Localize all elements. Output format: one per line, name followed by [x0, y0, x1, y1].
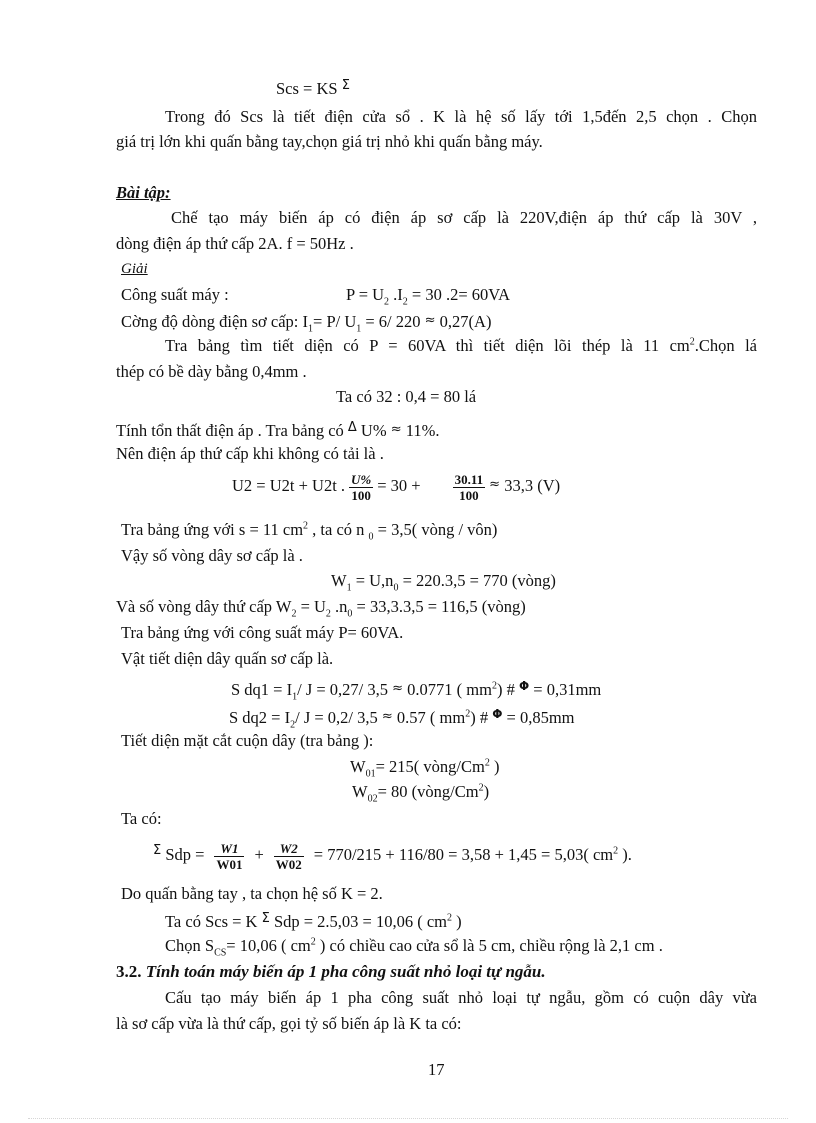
subscript: CS [214, 947, 227, 959]
paragraph-line: Chế tạo máy biến áp có điện áp sơ cấp là 220V,điện áp thứ cấp là 30V , [171, 208, 757, 227]
superscript: 2 [447, 912, 453, 924]
subscript: 2 [384, 296, 390, 308]
paragraph-line: Nên điện áp thứ cấp khi không có tải là . [116, 444, 384, 463]
denominator: 100 [351, 487, 371, 503]
formula-text: Scs = KS [276, 79, 342, 98]
numerator: 30.11 [454, 471, 484, 487]
text: ). [618, 845, 632, 864]
calc-line [231, 676, 602, 703]
numerator: U% [351, 471, 372, 487]
numerator: W1 [214, 841, 244, 857]
power-label: Công suất máy : [121, 285, 229, 304]
text: U2 = U2t + U2t . [232, 476, 346, 495]
calc-line: Ta có 32 : 0,4 = 80 lá [336, 387, 477, 406]
paragraph-line: thép có bề dày bằng 0,4mm . [116, 362, 307, 381]
approx-symbol: ≈ [392, 681, 404, 696]
subscript: 1 [346, 582, 352, 594]
superscript: 2 [478, 782, 484, 794]
sigma-symbol: Σ [153, 843, 162, 858]
text: S dq2 = I [229, 708, 291, 727]
text: = U [296, 597, 326, 616]
paragraph-line: Vật tiết diện dây quấn sơ cấp là. [121, 649, 334, 668]
page-border-divider [28, 1118, 788, 1119]
paragraph-line: Cấu tạo máy biến áp 1 pha công suất nhỏ loại tự ngẫu, gồm có cuộn dây vừa [165, 988, 757, 1007]
calc-line [165, 936, 663, 959]
paragraph-line: Trong đó Scs là tiết điện cửa sổ . K là hệ số lấy tới 1,5đến 2,5 chọn . Chọn [165, 107, 757, 126]
text: = 10,06 ( cm [226, 936, 311, 955]
calc-line [331, 571, 556, 594]
text: + [254, 845, 264, 864]
text: W [350, 757, 366, 776]
text: .I [389, 285, 403, 304]
text: 0.57 ( mm [392, 708, 466, 727]
paragraph-line: dòng điện áp thứ cấp 2A. f = 50Hz . [116, 234, 354, 253]
sigma-symbol: Σ [341, 78, 350, 93]
text: = 6/ 220 [361, 312, 425, 331]
text: / J = 0,2/ 3,5 [295, 708, 382, 727]
page-number: 17 [428, 1060, 445, 1079]
text: Tra bảng ứng với s = 11 cm [121, 520, 304, 539]
section-number: 3.2. [116, 962, 142, 981]
text: = 3,5( vòng / vôn) [373, 520, 498, 539]
subscript: 02 [367, 793, 378, 805]
text: Sdp = [161, 845, 205, 864]
superscript: 2 [689, 336, 695, 348]
subscript: 01 [365, 768, 376, 780]
voltage-equation [232, 468, 560, 503]
text: ) # [496, 680, 519, 699]
sigma-symbol: Σ [261, 911, 270, 926]
text: U% [356, 421, 391, 440]
text: Sdp = 2.5,03 = 10,06 ( cm [269, 912, 448, 931]
text: = P/ U [313, 312, 357, 331]
superscript: 2 [310, 936, 316, 948]
text: ) [483, 782, 490, 801]
text: = U,n [351, 571, 394, 590]
section-heading-3-2 [116, 962, 546, 982]
text: = 30 .2= 60VA [407, 285, 510, 304]
solution-label: Giải [121, 261, 148, 277]
text: = 770/215 + 116/80 = 3,58 + 1,45 = 5,03( cm [313, 845, 614, 864]
text: , ta có n [308, 520, 369, 539]
text: Và số vòng dây thứ cấp W [116, 597, 292, 616]
paragraph-line [116, 418, 440, 441]
fraction [349, 472, 373, 503]
phi-symbol: Φ [518, 679, 530, 693]
subscript: 1 [308, 323, 314, 335]
approx-symbol: ≈ [424, 313, 436, 328]
section-heading-exercise: Bài tập: [116, 183, 171, 202]
fraction [453, 472, 486, 503]
fraction [214, 841, 244, 872]
superscript: 2 [484, 757, 490, 769]
subscript: 0 [368, 531, 374, 543]
text: .n [330, 597, 348, 616]
denominator: W01 [216, 856, 243, 872]
superscript: 2 [465, 708, 471, 720]
text: S dq1 = I [231, 680, 293, 699]
subscript: 1 [356, 323, 362, 335]
delta-symbol: Δ [347, 420, 357, 435]
text: / J = 0,27/ 3,5 [297, 680, 393, 699]
calc-line [165, 909, 462, 932]
text: = 33,3.3,5 = 116,5 (vòng) [352, 597, 526, 616]
paragraph-line [121, 520, 498, 543]
text: Cờng độ dòng điện sơ cấp: I [121, 312, 309, 331]
paragraph-line: Vậy số vòng dây sơ cấp là . [121, 546, 303, 565]
paragraph-line: Tra bảng ứng với công suất máy P= 60VA. [121, 623, 404, 642]
subscript: 1 [292, 691, 298, 703]
text: Tính tổn thất điện áp . Tra bảng có [116, 421, 348, 440]
text: ) [489, 757, 500, 776]
text: = 215( vòng/Cm [375, 757, 485, 776]
approx-symbol: ≈ [489, 477, 501, 492]
text: W [352, 782, 368, 801]
text: Tra bảng tìm tiết diện có P = 60VA thì tiết diện lõi thép là 11 cm [165, 336, 690, 355]
text: ) có chiều cao cửa sổ là 5 cm, chiều rộng là 2,1 cm . [315, 936, 663, 955]
numerator: W2 [274, 841, 304, 857]
paragraph-line: Ta có: [121, 809, 162, 828]
power-formula [346, 285, 510, 308]
text: 33,3 (V) [500, 476, 561, 495]
approx-symbol: ≈ [381, 709, 393, 724]
phi-symbol: Φ [492, 707, 503, 721]
subscript: 0 [393, 582, 399, 594]
sdp-equation [153, 832, 632, 874]
text: = 0,31mm [529, 680, 602, 699]
subscript: 2 [291, 608, 297, 620]
text: = 220.3,5 = 770 (vòng) [398, 571, 556, 590]
formula-scs [276, 76, 350, 99]
denominator: 100 [459, 487, 479, 503]
calc-line [229, 704, 575, 731]
text: ) [452, 912, 462, 931]
subscript: 0 [347, 608, 353, 620]
text: 11%. [401, 421, 440, 440]
text: = 0,85mm [502, 708, 575, 727]
calc-line [352, 782, 490, 805]
text: 0,27(A) [435, 312, 492, 331]
paragraph-line: là sơ cấp vừa là thứ cấp, gọi tỷ số biến áp là K ta có: [116, 1014, 462, 1033]
text: Chọn S [165, 936, 215, 955]
text: = 30 + [377, 476, 421, 495]
paragraph-line: giá trị lớn khi quấn bằng tay,chọn giá trị nhỏ khi quấn bằng máy. [116, 132, 543, 151]
denominator: W02 [275, 856, 302, 872]
text: P = U [346, 285, 385, 304]
calc-line [116, 597, 526, 620]
paragraph-line [165, 336, 757, 356]
text: Ta có Scs = K [165, 912, 262, 931]
text: = 80 (vòng/Cm [377, 782, 479, 801]
text: ) # [470, 708, 493, 727]
text: 0.0771 ( mm [403, 680, 492, 699]
current-formula [121, 311, 492, 335]
approx-symbol: ≈ [390, 422, 402, 437]
paragraph-line: Tiết diện mặt cắt cuộn dây (tra bảng ): [121, 731, 374, 750]
subscript: 2 [402, 296, 408, 308]
calc-line [350, 757, 500, 780]
fraction [274, 841, 304, 872]
subscript: 2 [325, 608, 331, 620]
text: W [331, 571, 347, 590]
superscript: 2 [491, 680, 497, 692]
superscript: 2 [303, 520, 309, 532]
section-title: Tính toán máy biến áp 1 pha công suất nhỏ loại tự ngẫu. [141, 962, 546, 981]
paragraph-line: Do quấn bằng tay , ta chọn hệ số K = 2. [121, 884, 383, 903]
superscript: 2 [613, 845, 619, 857]
text: .Chọn lá [694, 336, 758, 355]
subscript: 2 [290, 719, 296, 731]
